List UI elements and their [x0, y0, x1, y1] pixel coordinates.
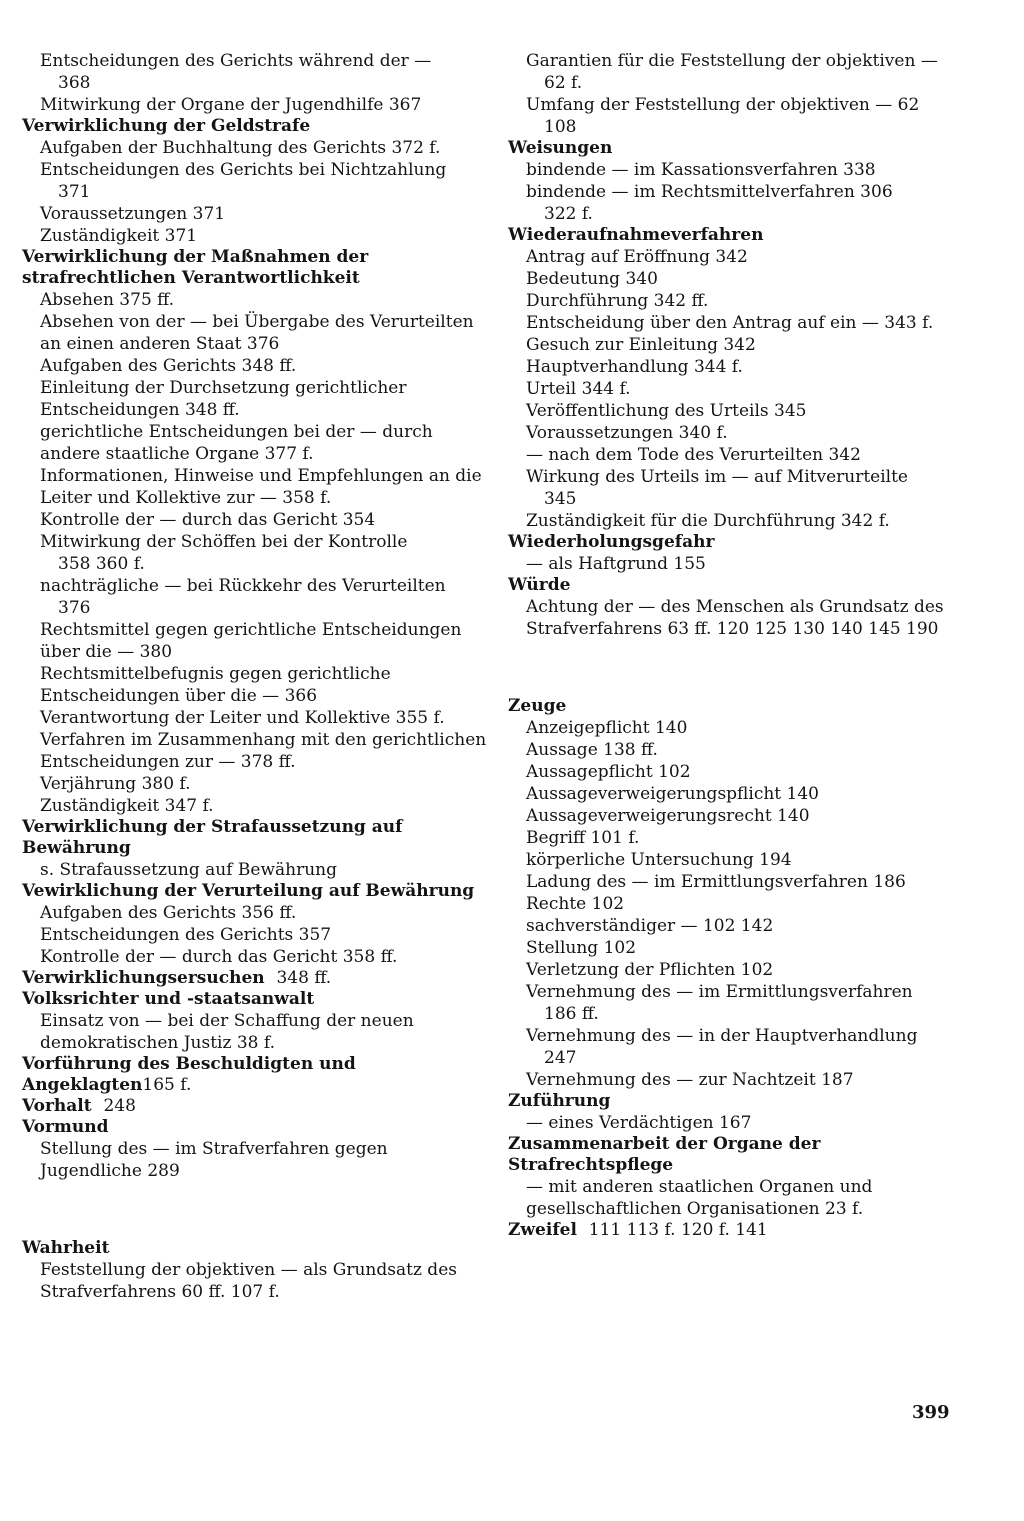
index-subentry: [22, 619, 490, 663]
page-reference: 368: [58, 73, 91, 93]
index-heading: [22, 817, 490, 859]
subentry-text: Kontrolle der — durch das Gericht 354: [40, 510, 376, 530]
page-reference: 108: [544, 117, 577, 137]
index-subentry: [508, 181, 970, 225]
index-subentry: [22, 924, 490, 946]
heading-text: Wiederaufnahmeverfahren: [508, 225, 764, 245]
subentry-text: Aussage 138 ff.: [526, 740, 658, 760]
heading-text: Verwirklichung der Geldstrafe: [22, 116, 311, 136]
page-reference: 62 f.: [544, 73, 583, 93]
index-subentry: [508, 937, 970, 959]
subentry-text: Antrag auf Eröffnung 342: [526, 247, 748, 267]
index-subentry: [508, 1112, 970, 1134]
subentry-text: Voraussetzungen 340 f.: [526, 423, 728, 443]
heading-text: Wiederholungsgefahr: [508, 532, 715, 552]
index-subentry: [22, 531, 490, 575]
subentry-text: Mitwirkung der Schöffen bei der Kontrolle: [40, 532, 408, 552]
heading-text: Verwirklichung der Maßnahmen der strafrechtlichen Verantwortlichkeit: [22, 247, 369, 288]
page-reference: 371: [58, 182, 91, 202]
index-subentry: [508, 400, 970, 422]
index-subentry: [22, 707, 490, 729]
subentry-text: s. Strafaussetzung auf Bewährung: [40, 860, 338, 880]
subentry-text: Kontrolle der — durch das Gericht 358 ff.: [40, 947, 398, 967]
index-heading: [22, 968, 490, 989]
index-subentry: [22, 729, 490, 773]
subentry-text: Anzeigepflicht 140: [526, 718, 688, 738]
index-subentry: [22, 946, 490, 968]
index-subentry: [22, 575, 490, 619]
index-heading: [22, 881, 490, 902]
index-subentry: [22, 377, 490, 421]
index-subentry: [508, 915, 970, 937]
subentry-text: Zuständigkeit 371: [40, 226, 198, 246]
subentry-text: — als Haftgrund 155: [526, 554, 706, 574]
heading-text: Verwirklichung der Strafaussetzung auf Bewährung: [22, 817, 403, 858]
index-subentry: [508, 827, 970, 849]
index-subentry: [22, 421, 490, 465]
subentry-text: Aussageverweigerungsrecht 140: [526, 806, 810, 826]
index-subentry: [508, 783, 970, 805]
index-subentry: [22, 795, 490, 817]
index-subentry: [508, 50, 970, 94]
page-reference: 111 113 f. 120 f. 141: [588, 1220, 768, 1240]
section-gap: [508, 640, 970, 696]
subentry-text: Garantien für die Feststellung der objektiven —: [526, 51, 938, 71]
subentry-text: Verjährung 380 f.: [40, 774, 191, 794]
index-subentry: [508, 717, 970, 739]
index-heading: [508, 225, 970, 246]
index-subentry: [22, 225, 490, 247]
index-heading: [508, 696, 970, 717]
subentry-text: Voraussetzungen 371: [40, 204, 226, 224]
left-index-column: [22, 50, 490, 1303]
page-reference: 348 ff.: [276, 968, 332, 988]
subentry-text: Entscheidungen des Gerichts 357: [40, 925, 332, 945]
index-subentry: [508, 871, 970, 893]
index-subentry: [508, 1025, 970, 1069]
heading-text: Weisungen: [508, 138, 613, 158]
subentry-text: Aussagepflicht 102: [526, 762, 691, 782]
index-subentry: [508, 739, 970, 761]
subentry-text: Absehen von der — bei Übergabe des Verurteilten an einen anderen Staat 376: [40, 312, 474, 354]
index-subentry: [22, 902, 490, 924]
page-reference: 345: [544, 489, 577, 509]
subentry-text: Stellung 102: [526, 938, 637, 958]
heading-text: Vormund: [22, 1117, 109, 1137]
subentry-text: körperliche Untersuchung 194: [526, 850, 792, 870]
subentry-text: Informationen, Hinweise und Empfehlungen an die Leiter und Kollektive zur — 358 f.: [40, 466, 482, 508]
page-reference: 248: [103, 1096, 136, 1116]
heading-text: Vewirklichung der Verurteilung auf Bewährung: [22, 881, 475, 901]
index-heading: [508, 138, 970, 159]
index-subentry: [508, 1176, 970, 1220]
subentry-text: Absehen 375 ff.: [40, 290, 175, 310]
index-subentry: [508, 466, 970, 510]
subentry-text: bindende — im Kassationsverfahren 338: [526, 160, 876, 180]
index-subentry: [508, 444, 970, 466]
subentry-text: Zuständigkeit für die Durchführung 342 f.: [526, 511, 890, 531]
index-subentry: [508, 553, 970, 575]
subentry-text: Vernehmung des — im Ermittlungsverfahren: [526, 982, 913, 1002]
subentry-text: Achtung der — des Menschen als Grundsatz des Strafverfahrens 63 ff. 120 125 130 140 145 190: [526, 597, 944, 639]
index-subentry: [22, 203, 490, 225]
subentry-text: Entscheidungen des Gerichts bei Nichtzahlung: [40, 160, 447, 180]
subentry-text: Zuständigkeit 347 f.: [40, 796, 214, 816]
index-subentry: [22, 663, 490, 707]
index-subentry: [22, 1010, 490, 1054]
heading-text: Zeuge: [508, 696, 567, 716]
heading-text: Verwirklichungsersuchen: [22, 968, 265, 988]
index-subentry: [508, 761, 970, 783]
subentry-text: Bedeutung 340: [526, 269, 658, 289]
index-subentry: [508, 893, 970, 915]
index-heading: [22, 1054, 490, 1096]
index-subentry: [508, 312, 970, 334]
index-heading: [508, 532, 970, 553]
index-subentry: [508, 805, 970, 827]
heading-text: Zweifel: [508, 1220, 577, 1240]
subentry-text: Stellung des — im Strafverfahren gegen Jugendliche 289: [40, 1139, 388, 1181]
page-number: 399: [912, 1402, 950, 1423]
heading-text: Wahrheit: [22, 1238, 110, 1258]
subentry-text: Feststellung der objektiven — als Grundsatz des Strafverfahrens 60 ff. 107 f.: [40, 1260, 457, 1302]
subentry-text: Hauptverhandlung 344 f.: [526, 357, 743, 377]
subentry-text: Aufgaben der Buchhaltung des Gerichts 372 f.: [40, 138, 441, 158]
subentry-text: Einsatz von — bei der Schaffung der neuen demokratischen Justiz 38 f.: [40, 1011, 414, 1053]
index-heading: [22, 1238, 490, 1259]
index-subentry: [22, 509, 490, 531]
subentry-text: gerichtliche Entscheidungen bei der — durch andere staatliche Organe 377 f.: [40, 422, 433, 464]
index-subentry: [508, 268, 970, 290]
subentry-text: Vernehmung des — in der Hauptverhandlung: [526, 1026, 918, 1046]
index-subentry: [22, 311, 490, 355]
subentry-text: Gesuch zur Einleitung 342: [526, 335, 756, 355]
index-subentry: [508, 981, 970, 1025]
subentry-text: Rechtsmittel gegen gerichtliche Entscheidungen über die — 380: [40, 620, 462, 662]
index-heading: [508, 1220, 970, 1241]
index-subentry: [508, 290, 970, 312]
index-subentry: [508, 334, 970, 356]
index-subentry: [22, 94, 490, 116]
subentry-text: Aufgaben des Gerichts 348 ff.: [40, 356, 297, 376]
heading-text: Zusammenarbeit der Organe der Strafrechtspflege: [508, 1134, 821, 1175]
index-subentry: [22, 1138, 490, 1182]
section-gap: [22, 1182, 490, 1238]
index-heading: [22, 989, 490, 1010]
index-subentry: [22, 1259, 490, 1303]
index-subentry: [508, 378, 970, 400]
subentry-text: Durchführung 342 ff.: [526, 291, 709, 311]
subentry-text: Aussageverweigerungspflicht 140: [526, 784, 819, 804]
index-subentry: [22, 465, 490, 509]
index-subentry: [508, 246, 970, 268]
heading-text: Zuführung: [508, 1091, 611, 1111]
heading-text: Volksrichter und -staatsanwalt: [22, 989, 315, 1009]
index-subentry: [22, 137, 490, 159]
page-reference: 322 f.: [544, 204, 593, 224]
page-reference: 358 360 f.: [58, 554, 145, 574]
index-subentry: [508, 849, 970, 871]
subentry-text: Wirkung des Urteils im — auf Mitverurteilte: [526, 467, 908, 487]
index-subentry: [508, 1069, 970, 1091]
index-subentry: [508, 159, 970, 181]
index-heading: [22, 116, 490, 137]
subentry-text: Einleitung der Durchsetzung gerichtlicher Entscheidungen 348 ff.: [40, 378, 407, 420]
subentry-text: bindende — im Rechtsmittelverfahren 306: [526, 182, 893, 202]
heading-text: Vorführung des Beschuldigten und Angeklagten: [22, 1054, 356, 1095]
page-reference: 165 f.: [142, 1075, 192, 1095]
index-subentry: [22, 773, 490, 795]
subentry-text: sachverständiger — 102 142: [526, 916, 774, 936]
index-subentry: [508, 959, 970, 981]
index-heading: [22, 1117, 490, 1138]
subentry-text: Aufgaben des Gerichts 356 ff.: [40, 903, 297, 923]
page-reference: 186 ff.: [544, 1004, 599, 1024]
index-subentry: [22, 289, 490, 311]
subentry-text: nachträgliche — bei Rückkehr des Verurteilten: [40, 576, 446, 596]
page-reference: 376: [58, 598, 91, 618]
index-subentry: [22, 159, 490, 203]
subentry-text: Urteil 344 f.: [526, 379, 631, 399]
index-heading: [508, 1091, 970, 1112]
page-reference: 247: [544, 1048, 577, 1068]
subentry-text: Ladung des — im Ermittlungsverfahren 186: [526, 872, 906, 892]
subentry-text: — mit anderen staatlichen Organen und gesellschaftlichen Organisationen 23 f.: [526, 1177, 873, 1219]
subentry-text: Entscheidung über den Antrag auf ein — 343 f.: [526, 313, 934, 333]
right-index-column: [508, 50, 970, 1241]
subentry-text: Vernehmung des — zur Nachtzeit 187: [526, 1070, 854, 1090]
index-subentry: [508, 510, 970, 532]
subentry-text: Veröffentlichung des Urteils 345: [526, 401, 807, 421]
subentry-text: Verletzung der Pflichten 102: [526, 960, 774, 980]
index-subentry: [508, 94, 970, 138]
subentry-text: Verfahren im Zusammenhang mit den gerichtlichen Entscheidungen zur — 378 ff.: [40, 730, 487, 772]
subentry-text: — eines Verdächtigen 167: [526, 1113, 752, 1133]
subentry-text: — nach dem Tode des Verurteilten 342: [526, 445, 861, 465]
index-heading: [22, 247, 490, 289]
index-subentry: [22, 859, 490, 881]
subentry-text: Begriff 101 f.: [526, 828, 640, 848]
heading-text: Würde: [508, 575, 571, 595]
heading-text: Vorhalt: [22, 1096, 92, 1116]
subentry-text: Rechtsmittelbefugnis gegen gerichtliche Entscheidungen über die — 366: [40, 664, 391, 706]
subentry-text: Rechte 102: [526, 894, 625, 914]
index-heading: [22, 1096, 490, 1117]
index-heading: [508, 575, 970, 596]
index-subentry: [508, 356, 970, 378]
index-subentry: [22, 50, 490, 94]
subentry-text: Verantwortung der Leiter und Kollektive 355 f.: [40, 708, 445, 728]
index-heading: [508, 1134, 970, 1176]
subentry-text: Umfang der Feststellung der objektiven — 62: [526, 95, 920, 115]
index-subentry: [508, 422, 970, 444]
subentry-text: Entscheidungen des Gerichts während der —: [40, 51, 432, 71]
index-subentry: [22, 355, 490, 377]
subentry-text: Mitwirkung der Organe der Jugendhilfe 367: [40, 95, 422, 115]
index-subentry: [508, 596, 970, 640]
